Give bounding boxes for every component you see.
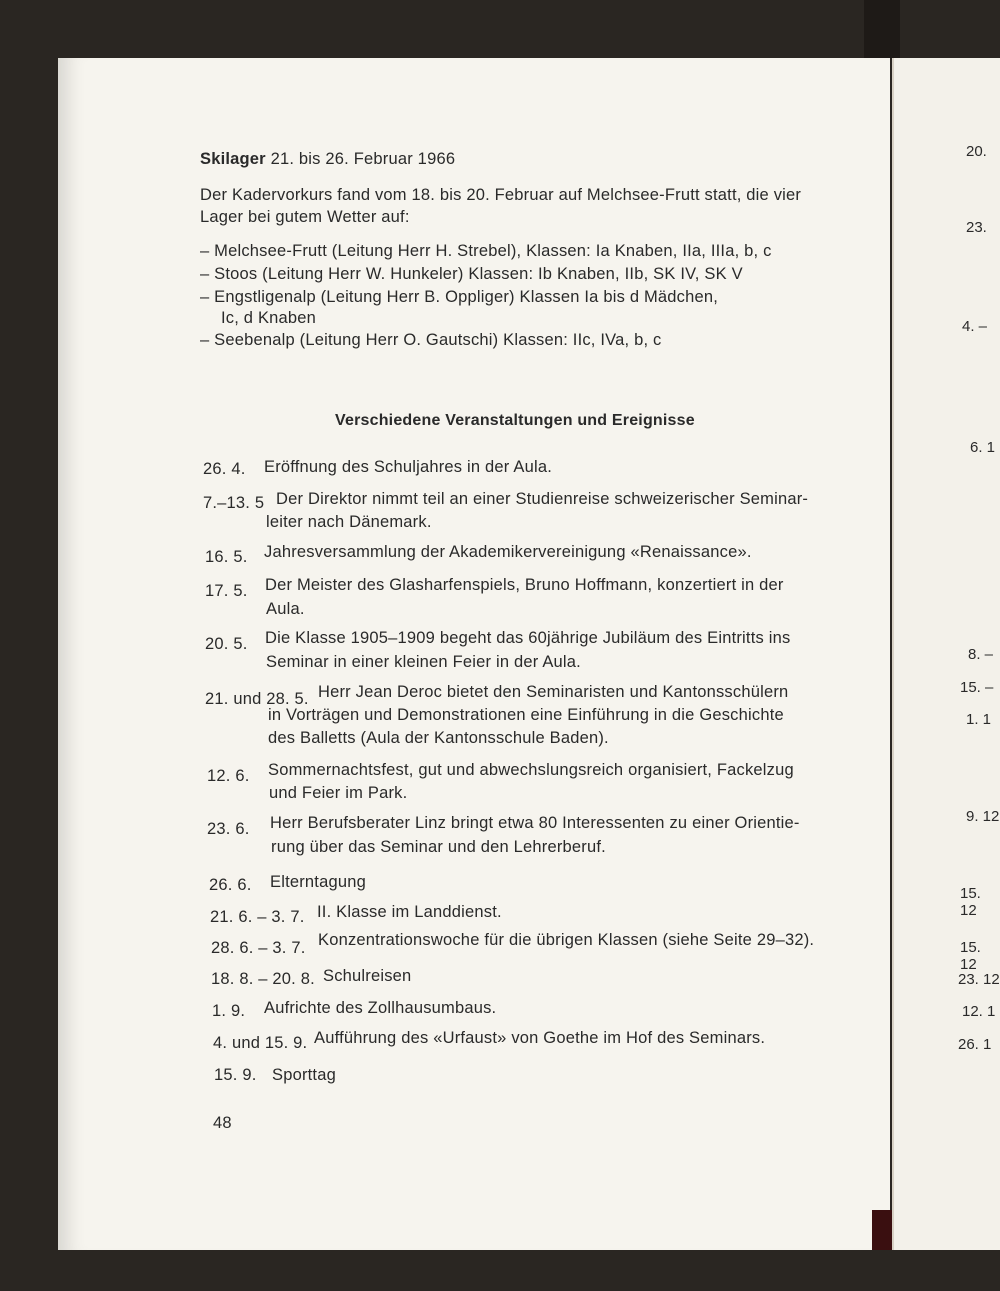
event-text: Die Klasse 1905–1909 begeht das 60jährige Jubiläum des Eintritts ins	[265, 629, 791, 647]
book-edge	[864, 0, 900, 58]
book-spine	[872, 1210, 892, 1250]
event-text: Aufrichte des Zollhausumbaus.	[264, 999, 497, 1017]
event-text: rung über das Seminar und den Lehrerberuf.	[271, 838, 606, 856]
event-text: Jahresversammlung der Akademikervereinigung «Renaissance».	[264, 543, 752, 561]
right-page-fragment: 23.	[966, 219, 987, 236]
events-title: Verschiedene Veranstaltungen und Ereignisse	[335, 412, 695, 429]
skilager-heading	[200, 148, 455, 170]
right-page-fragment: 12. 1	[962, 1003, 996, 1020]
event-text: leiter nach Dänemark.	[266, 513, 432, 531]
skilager-item: Ic, d Knaben	[221, 309, 317, 327]
skilager-item: – Seebenalp (Leitung Herr O. Gautschi) Klassen: IIc, IVa, b, c	[200, 331, 662, 349]
event-text: Aula.	[266, 600, 305, 618]
event-date: 18. 8. – 20. 8.	[211, 970, 315, 988]
event-text: in Vorträgen und Demonstrationen eine Einführung in die Geschichte	[268, 706, 784, 724]
event-text: Elterntagung	[270, 873, 366, 891]
event-date: 16. 5.	[205, 548, 248, 566]
right-page-fragment: 15. –	[960, 679, 994, 696]
right-page-fragment: 1. 1	[966, 711, 992, 728]
skilager-item: – Stoos (Leitung Herr W. Hunkeler) Klassen: Ib Knaben, IIb, SK IV, SK V	[200, 265, 743, 283]
event-text: Herr Jean Deroc bietet den Seminaristen und Kantonsschülern	[318, 683, 789, 701]
event-date: 12. 6.	[207, 767, 250, 785]
skilager-dates: 21. bis 26. Februar 1966	[270, 150, 456, 168]
right-page-fragment: 20.	[966, 143, 987, 160]
event-date: 1. 9.	[212, 1002, 246, 1020]
event-date: 28. 6. – 3. 7.	[211, 939, 306, 957]
page-number: 48	[213, 1114, 232, 1132]
event-date: 4. und 15. 9.	[213, 1034, 308, 1052]
event-text: Schulreisen	[323, 967, 412, 985]
event-date: 15. 9.	[214, 1066, 257, 1084]
event-text: Eröffnung des Schuljahres in der Aula.	[264, 458, 552, 476]
event-date: 21. und 28. 5.	[205, 690, 309, 708]
event-text: II. Klasse im Landdienst.	[317, 903, 502, 921]
event-text: Sporttag	[272, 1066, 336, 1084]
event-date: 17. 5.	[205, 582, 248, 600]
event-text: Aufführung des «Urfaust» von Goethe im Hof des Seminars.	[314, 1029, 766, 1047]
skilager-item: – Melchsee-Frutt (Leitung Herr H. Strebel), Klassen: Ia Knaben, IIa, IIIa, b, c	[200, 242, 772, 260]
event-text: Sommernachtsfest, gut und abwechslungsreich organisiert, Fackelzug	[268, 761, 794, 779]
right-page-fragment: 23. 12	[958, 971, 1000, 988]
right-page-fragment: 26. 1	[958, 1036, 992, 1053]
skilager-intro-1: Der Kadervorkurs fand vom 18. bis 20. Februar auf Melchsee-Frutt statt, die vier	[200, 186, 802, 204]
event-date: 23. 6.	[207, 820, 250, 838]
skilager-item: – Engstligenalp (Leitung Herr B. Oppliger) Klassen Ia bis d Mädchen,	[200, 288, 719, 306]
event-text: Seminar in einer kleinen Feier in der Aula.	[266, 653, 581, 671]
event-date: 26. 6.	[209, 876, 252, 894]
right-page-fragment: 9. 12	[966, 808, 1000, 825]
skilager-title: Skilager	[200, 150, 266, 168]
skilager-intro-2: Lager bei gutem Wetter auf:	[200, 208, 410, 226]
event-date: 26. 4.	[203, 460, 246, 478]
event-text: Der Direktor nimmt teil an einer Studienreise schweizerischer Seminar-	[276, 490, 809, 508]
right-page-fragment: 6. 1	[970, 439, 996, 456]
event-date: 20. 5.	[205, 635, 248, 653]
event-date: 21. 6. – 3. 7.	[210, 908, 305, 926]
right-page-fragment: 8. –	[968, 646, 994, 663]
event-text: Konzentrationswoche für die übrigen Klassen (siehe Seite 29–32).	[318, 931, 815, 949]
event-text: und Feier im Park.	[269, 784, 408, 802]
event-text: Der Meister des Glasharfenspiels, Bruno Hoffmann, konzertiert in der	[265, 576, 784, 594]
event-date: 7.–13. 5	[203, 494, 265, 512]
right-page-fragment: 15. 12	[960, 939, 981, 973]
right-page-fragment: 4. –	[962, 318, 988, 335]
right-page-fragment: 15. 12	[960, 885, 981, 919]
event-text: des Balletts (Aula der Kantonsschule Baden).	[268, 729, 609, 747]
event-text: Herr Berufsberater Linz bringt etwa 80 Interessenten zu einer Orientie-	[270, 814, 800, 832]
